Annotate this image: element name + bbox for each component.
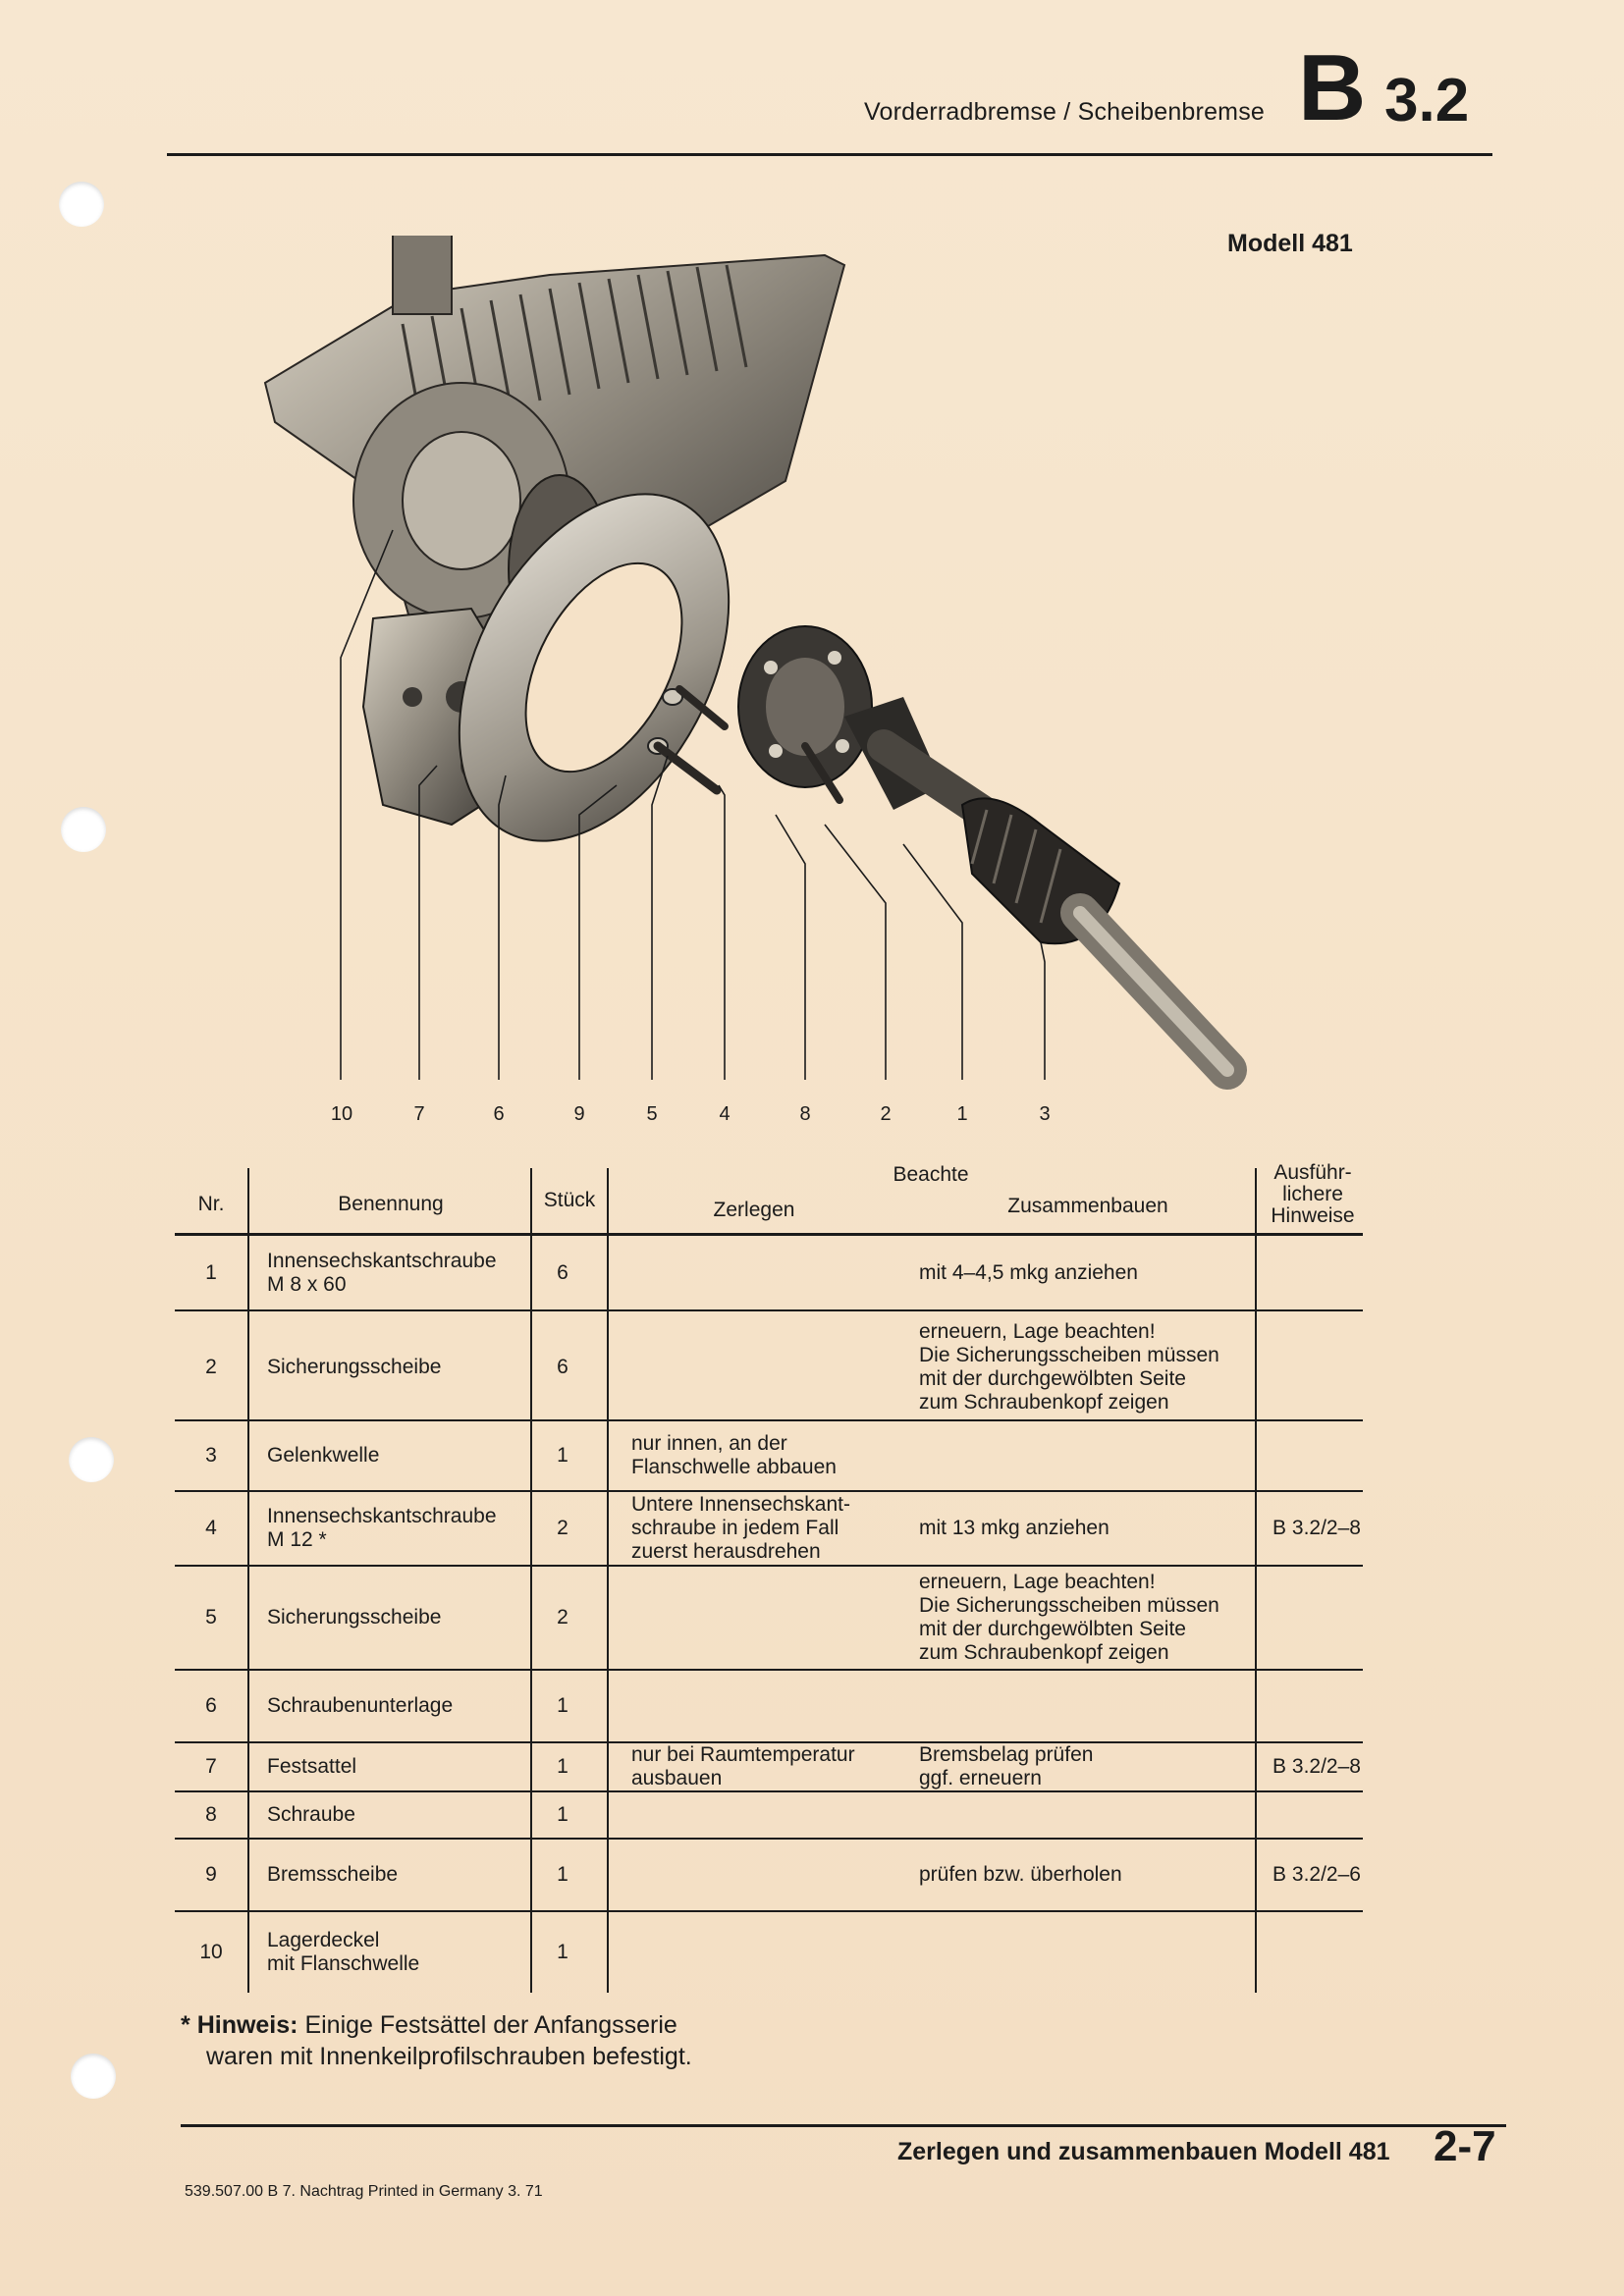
part-number: 1 [205, 1261, 217, 1284]
part-name: Innensechskantschraube M 8 x 60 [267, 1250, 497, 1296]
part-name: Schraube [267, 1803, 355, 1826]
exploded-view-illustration [255, 236, 1257, 1099]
callout-8: 8 [799, 1103, 811, 1125]
note-asterisk: * [181, 2011, 190, 2039]
section-subtitle: Vorderradbremse / Scheibenbremse [864, 98, 1265, 126]
callout-2: 2 [880, 1103, 892, 1125]
header-zerlegen: Zerlegen [713, 1199, 795, 1221]
reference-note: B 3.2/2–6 [1272, 1863, 1361, 1886]
table-row [175, 1840, 1363, 1910]
callout-4: 4 [719, 1103, 731, 1125]
part-number: 7 [205, 1755, 217, 1778]
part-quantity: 1 [557, 1444, 568, 1467]
part-number: 10 [199, 1941, 223, 1963]
callout-1: 1 [956, 1103, 968, 1125]
table-row [175, 1567, 1363, 1669]
part-number: 5 [205, 1606, 217, 1629]
part-number: 4 [205, 1517, 217, 1539]
part-quantity: 6 [557, 1356, 568, 1378]
part-name: Gelenkwelle [267, 1444, 380, 1467]
section-letter: B [1298, 35, 1367, 140]
callout-5: 5 [646, 1103, 658, 1125]
disassembly-note: Untere Innensechskant- schraube in jedem Fall zuerst herausdrehen [631, 1493, 850, 1563]
part-number: 3 [205, 1444, 217, 1467]
header-qty: Stück [543, 1189, 596, 1211]
header-rule [167, 153, 1492, 156]
note-label: Hinweis: [196, 2011, 298, 2039]
assembly-note: Bremsbelag prüfen ggf. erneuern [919, 1743, 1094, 1789]
table-row [175, 1421, 1363, 1490]
footnote [181, 2009, 692, 2072]
header-nr: Nr. [197, 1193, 225, 1215]
part-quantity: 1 [557, 1755, 568, 1778]
table-row [175, 1237, 1363, 1309]
assembly-note: erneuern, Lage beachten! Die Sicherungsscheiben müssen mit der durchgewölbten Seite zum Schraubenkopf zeigen [919, 1320, 1219, 1414]
part-name: Lagerdeckel mit Flanschwelle [267, 1929, 420, 1975]
callout-9: 9 [573, 1103, 585, 1125]
part-name: Innensechskantschraube M 12 * [267, 1505, 497, 1551]
part-quantity: 1 [557, 1694, 568, 1717]
callout-7: 7 [413, 1103, 425, 1125]
table-row [175, 1792, 1363, 1838]
header-beachte: Beachte [893, 1163, 969, 1186]
callout-3: 3 [1039, 1103, 1051, 1125]
punch-hole-1 [59, 182, 104, 227]
print-info: 539.507.00 B 7. Nachtrag Printed in Germany 3. 71 [185, 2183, 543, 2200]
note-line-1: Einige Festsättel der Anfangsserie [304, 2011, 677, 2039]
header-zusammenbauen: Zusammenbauen [1007, 1195, 1168, 1217]
part-quantity: 1 [557, 1863, 568, 1886]
part-name: Schraubenunterlage [267, 1694, 454, 1717]
part-name: Sicherungsscheibe [267, 1606, 442, 1629]
table-rule [175, 1233, 1363, 1236]
part-quantity: 6 [557, 1261, 568, 1284]
disassembly-note: nur innen, an der Flanschwelle abbauen [631, 1432, 837, 1478]
assembly-note: prüfen bzw. überholen [919, 1863, 1122, 1886]
assembly-note: mit 13 mkg anziehen [919, 1517, 1110, 1539]
page-number: 2-7 [1434, 2122, 1496, 2170]
part-name: Sicherungsscheibe [267, 1356, 442, 1378]
part-quantity: 2 [557, 1606, 568, 1629]
table-row [175, 1743, 1363, 1790]
table-row [175, 1671, 1363, 1741]
punch-hole-4 [71, 2054, 116, 2099]
part-quantity: 1 [557, 1803, 568, 1826]
part-number: 6 [205, 1694, 217, 1717]
assembly-note: mit 4–4,5 mkg anziehen [919, 1261, 1138, 1284]
part-number: 9 [205, 1863, 217, 1886]
part-number: 8 [205, 1803, 217, 1826]
part-name: Bremsscheibe [267, 1863, 399, 1886]
reference-note: B 3.2/2–8 [1272, 1755, 1361, 1778]
footer-rule [181, 2124, 1506, 2127]
callout-10: 10 [330, 1103, 353, 1125]
part-number: 2 [205, 1356, 217, 1378]
table-row [175, 1492, 1363, 1565]
header-hinweise: Ausführ- lichere Hinweise [1271, 1161, 1355, 1227]
part-quantity: 2 [557, 1517, 568, 1539]
note-line-2: waren mit Innenkeilprofilschrauben befestigt. [206, 2043, 692, 2070]
assembly-note: erneuern, Lage beachten! Die Sicherungsscheiben müssen mit der durchgewölbten Seite zum Schraubenkopf zeigen [919, 1571, 1219, 1664]
disassembly-note: nur bei Raumtemperatur ausbauen [631, 1743, 855, 1789]
part-quantity: 1 [557, 1941, 568, 1963]
section-number: 3.2 [1384, 67, 1470, 134]
callout-6: 6 [493, 1103, 505, 1125]
model-label: Modell 481 [1227, 230, 1353, 257]
punch-hole-3 [69, 1437, 114, 1482]
reference-note: B 3.2/2–8 [1272, 1517, 1361, 1539]
part-name: Festsattel [267, 1755, 357, 1778]
table-row [175, 1912, 1363, 1993]
punch-hole-2 [61, 807, 106, 852]
table-row [175, 1315, 1363, 1419]
footer-title: Zerlegen und zusammenbauen Modell 481 [897, 2138, 1390, 2165]
row-divider [175, 1309, 1363, 1311]
header-name: Benennung [338, 1193, 444, 1215]
